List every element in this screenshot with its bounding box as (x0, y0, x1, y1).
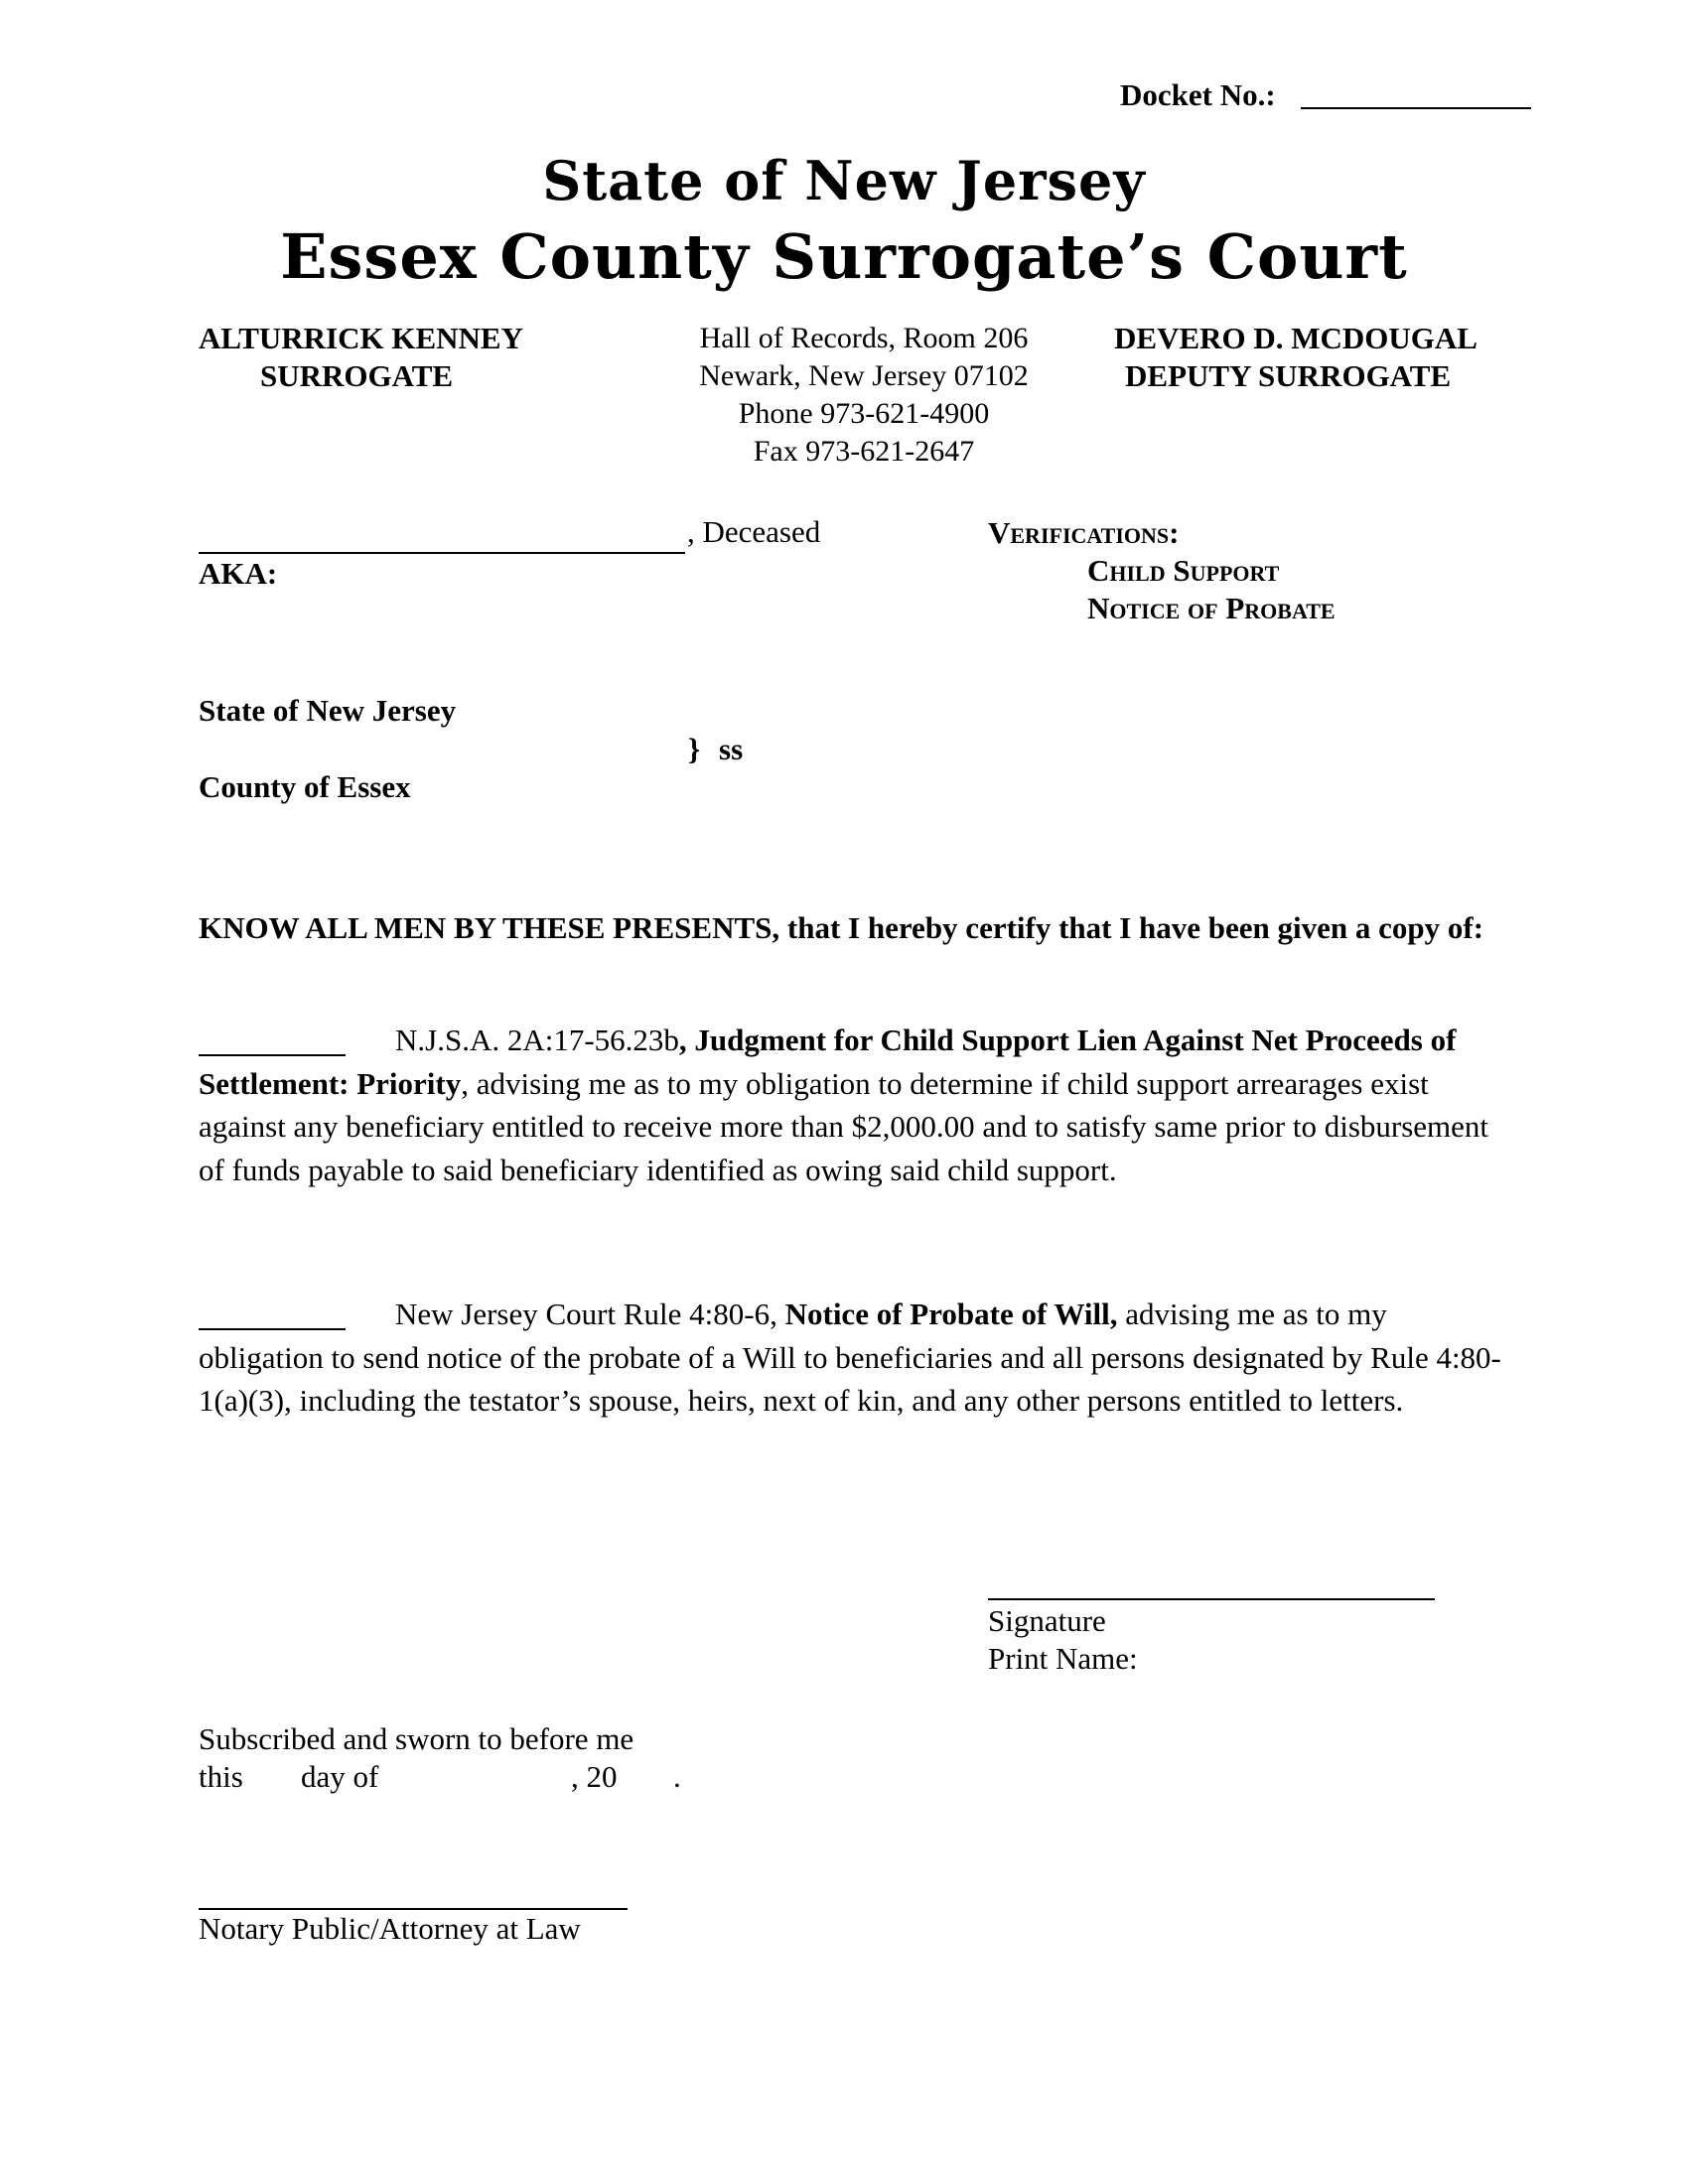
item1-paragraph (199, 1019, 1519, 1191)
item2-body: advising me as to my obligation to send notice of the probate of a Will to beneficiaries and all persons designated by Rule 4:80-1(a)(3), including the testator’s spouse, heirs, next of kin, and any other persons entitled to letters. (199, 1297, 1501, 1418)
address-line2: Newark, New Jersey 07102 (699, 359, 1029, 392)
venue-state: State of New Jersey (199, 693, 457, 728)
signature-label: Signature (988, 1603, 1106, 1638)
item1-body: , advising me as to my obligation to determine if child support arrearages exist against any beneficiary entitled to receive more than $2,000.00 and to satisfy same prior to disbursement of funds payable to said beneficiary identified as owing said child support. (199, 1065, 1489, 1187)
item2-title: Notice of Probate of Will, (784, 1297, 1118, 1331)
aka-label: AKA: (199, 556, 278, 591)
venue-ss: ss (719, 732, 744, 766)
notary-label: Notary Public/Attorney at Law (199, 1911, 581, 1946)
court-title-state: State of New Jersey (542, 149, 1146, 212)
item2-paragraph (199, 1293, 1519, 1423)
verification-notice-probate: Notice of Probate (1087, 591, 1336, 625)
court-title-county: Essex County Surrogate’s Court (280, 220, 1408, 293)
verifications-heading: Verifications: (988, 515, 1180, 550)
docket-label: Docket No.: (1120, 77, 1276, 112)
print-name-label: Print Name: (988, 1641, 1138, 1676)
deputy-name: DEVERO D. MCDOUGAL (1114, 321, 1477, 355)
court-address (635, 320, 1092, 471)
docket-number-line[interactable] (1301, 107, 1531, 109)
jurat-this: this (199, 1759, 243, 1794)
intro-paragraph: KNOW ALL MEN BY THESE PRESENTS, that I hereby certify that I have been given a copy of: (199, 910, 1484, 945)
item1-citation: N.J.S.A. 2A:17-56.23b (395, 1023, 679, 1057)
verification-child-support: Child Support (1087, 553, 1280, 588)
item2-citation: New Jersey Court Rule 4:80-6, (395, 1297, 785, 1331)
jurat-period: . (673, 1759, 681, 1794)
surrogate-title: SURROGATE (260, 358, 454, 393)
jurat-day-of: day of (301, 1759, 379, 1794)
deputy-title: DEPUTY SURROGATE (1125, 358, 1452, 393)
deceased-label: , Deceased (687, 514, 821, 549)
surrogate-name: ALTURRICK KENNEY (199, 321, 523, 355)
venue-brace: } (688, 732, 701, 766)
jurat-line1: Subscribed and sworn to before me (199, 1721, 634, 1756)
signature-line[interactable] (988, 1598, 1435, 1600)
jurat-year: , 20 (571, 1759, 618, 1794)
address-line1: Hall of Records, Room 206 (699, 322, 1029, 354)
address-fax: Fax 973-621-2647 (753, 435, 975, 468)
address-phone: Phone 973-621-4900 (738, 397, 990, 430)
venue-county: County of Essex (199, 769, 411, 804)
item1-title: , Judgment for Child Support Lien Against Net Proceeds of Settlement: Priority (199, 1023, 1457, 1101)
